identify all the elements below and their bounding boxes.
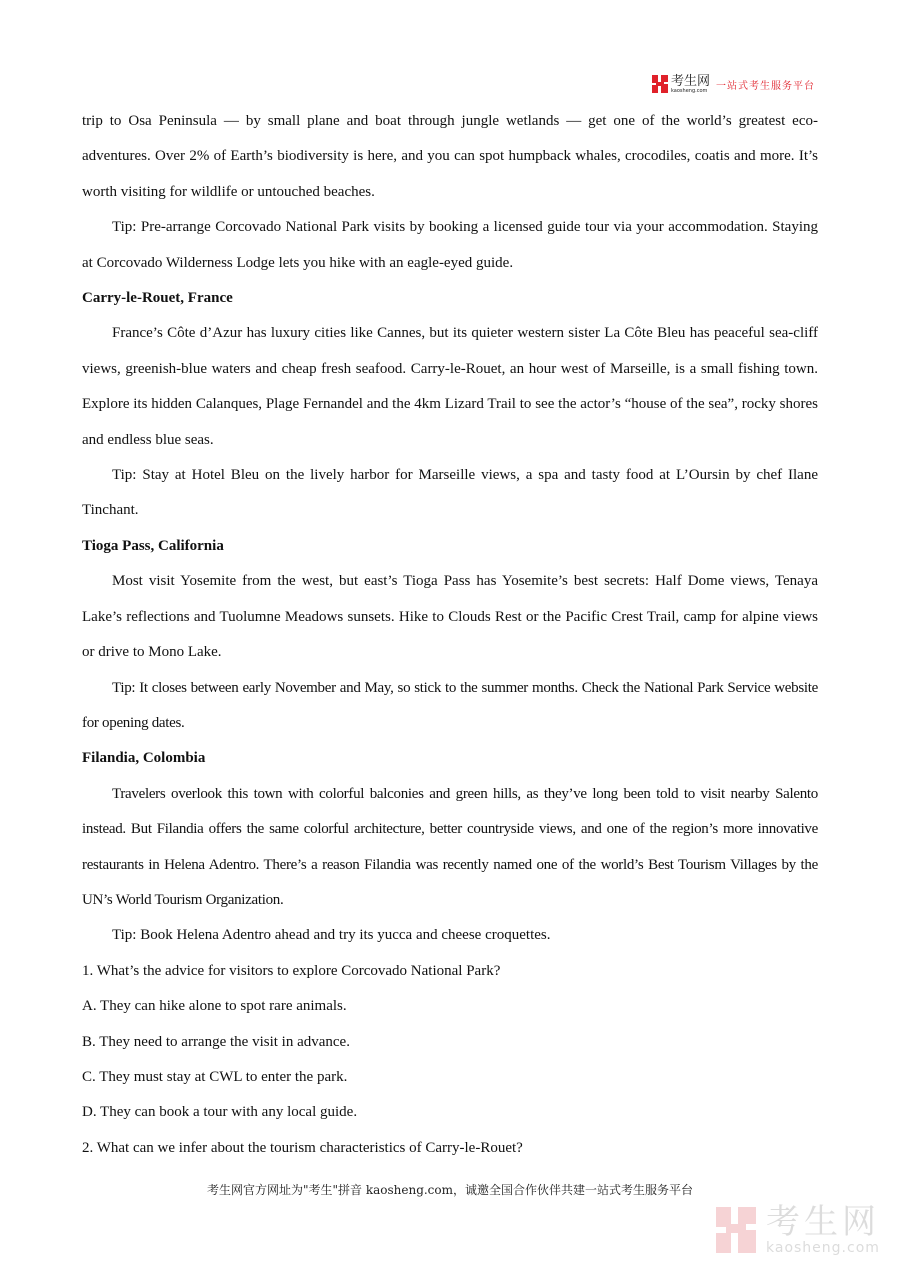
question-1-number: 1.	[82, 962, 94, 979]
question-1-text: What’s the advice for visitors to explore Corcovado National Park?	[96, 962, 501, 979]
tip-corcovado: Tip: Pre-arrange Corcovado National Park visits by booking a licensed guide tour via your accommodation. Staying at Corcovado Wilderness Lodge lets you hike with an eagle-eyed guide.	[82, 219, 818, 271]
tip-carry-le-rouet: Tip: Stay at Hotel Bleu on the lively harbor for Marseille views, a spa and tasty food at L’Oursin by chef Ilane Tinchant.	[82, 467, 818, 519]
paragraph-filandia: Travelers overlook this town with colorful balconies and green hills, as they’ve long been told to visit nearby Salento instead. But Filandia offers the same colorful architecture, better countryside views, and one of the region’s more innovative restaurants in Helena Adentro. There’s a reason Filandia was recently named one of the world’s Best Tourism Villages by the UN’s World Tourism Organization.	[82, 785, 818, 908]
paragraph-tioga-pass: Most visit Yosemite from the west, but east’s Tioga Pass has Yosemite’s best secrets: Half Dome views, Tenaya Lake’s reflections and Tuolumne Meadows sunsets. Hike to Clouds Rest or the Pacific Crest Trail, camp for alpine views or drive to Mono Lake.	[82, 573, 818, 661]
header-logo	[652, 72, 815, 96]
watermark-cn-text: 考生网	[766, 1202, 880, 1242]
paragraph-osa-continued: trip to Osa Peninsula — by small plane and boat through jungle wetlands — get one of the world’s greatest eco-adventures. Over 2% of Earth’s biodiversity is here, and you can spot humpback whales, crocodiles, coatis and more. It’s worth visiting for wildlife or untouched beaches.	[82, 113, 818, 200]
logo-en-text: kaosheng.com	[671, 87, 708, 94]
question-1-option-b: B. They need to arrange the visit in advance.	[82, 1033, 350, 1050]
document-body	[82, 104, 818, 1166]
paragraph-carry-le-rouet: France’s Côte d’Azur has luxury cities like Cannes, but its quieter western sister La Côte Bleu has peaceful sea-cliff views, greenish-blue waters and cheap fresh seafood. Carry-le-Rouet, an hour west of Marseille, is a small fishing town. Explore its hidden Calanques, Plage Fernandel and the 4km Lizard Trail to see the actor’s “house of the sea”, rocky shores and endless blue seas.	[82, 325, 818, 448]
question-1	[82, 954, 818, 1131]
question-2-stem	[82, 1131, 818, 1166]
question-1-option-a: A. They can hike alone to spot rare animals.	[82, 998, 347, 1015]
watermark-wordmark	[766, 1202, 880, 1256]
question-1-option-c: C. They must stay at CWL to enter the park.	[82, 1068, 348, 1085]
kaosheng-watermark	[716, 1202, 880, 1256]
heading-carry-le-rouet: Carry-le-Rouet, France	[82, 290, 233, 307]
heading-tioga-pass: Tioga Pass, California	[82, 537, 224, 554]
question-2	[82, 1131, 818, 1166]
watermark-en-text: kaosheng.com	[766, 1240, 880, 1256]
tip-filandia: Tip: Book Helena Adentro ahead and try its yucca and cheese croquettes.	[112, 927, 551, 944]
logo-wordmark	[671, 75, 710, 94]
header-slogan: 一站式考生服务平台	[716, 80, 816, 92]
question-2-number: 2.	[82, 1139, 94, 1156]
tip-tioga-pass: Tip: It closes between early November and May, so stick to the summer months. Check the National Park Service website for opening dates.	[82, 679, 818, 731]
question-2-text: What can we infer about the tourism characteristics of Carry-le-Rouet?	[96, 1139, 523, 1156]
question-1-stem	[82, 954, 818, 989]
logo-cn-text: 考生网	[671, 73, 711, 89]
watermark-logo-icon	[716, 1207, 756, 1253]
heading-filandia: Filandia, Colombia	[82, 750, 206, 767]
kaosheng-logo-icon	[652, 75, 668, 93]
question-1-option-d: D. They can book a tour with any local guide.	[82, 1104, 358, 1121]
footer-text: 考生网官方网址为"考生"拼音 kaosheng.com，诚邀全国合作伙伴共建一站式考生服务平台	[206, 1183, 694, 1197]
